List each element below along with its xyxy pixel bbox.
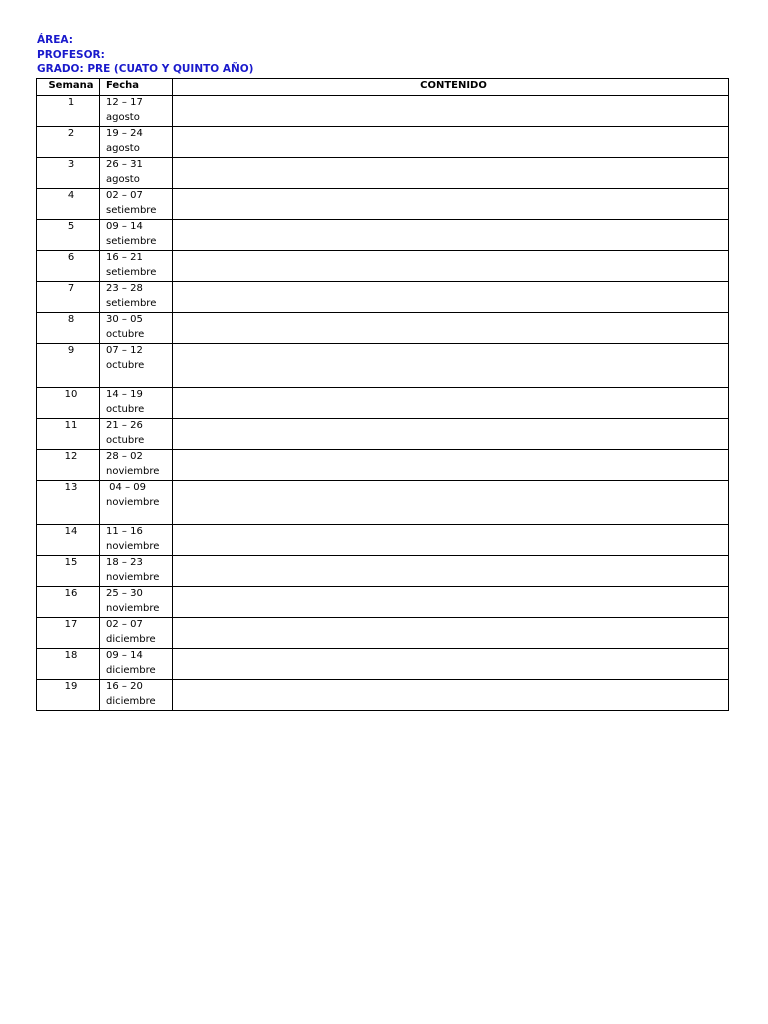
table-row	[37, 649, 729, 680]
fecha-cell	[100, 313, 173, 344]
semana-cell: 1	[37, 96, 100, 127]
table-row	[37, 481, 729, 525]
grado-label: GRADO: PRE (CUATO Y QUINTO AÑO)	[37, 63, 254, 75]
fecha-month: octubre	[106, 359, 145, 371]
contenido-cell[interactable]	[173, 525, 729, 556]
semana-cell: 6	[37, 251, 100, 282]
contenido-cell[interactable]	[173, 450, 729, 481]
lesson-plan-table	[36, 78, 729, 711]
contenido-cell[interactable]	[173, 313, 729, 344]
semana-cell: 5	[37, 220, 100, 251]
contenido-cell[interactable]	[173, 649, 729, 680]
column-header-contenido: CONTENIDO	[173, 79, 729, 96]
fecha-month: noviembre	[106, 496, 160, 508]
column-header-semana: Semana	[37, 79, 100, 96]
fecha-range: 07 – 12	[106, 345, 143, 356]
fecha-range: 28 – 02	[106, 451, 143, 462]
contenido-cell[interactable]	[173, 158, 729, 189]
table-row	[37, 344, 729, 388]
area-label: ÁREA:	[37, 34, 73, 46]
fecha-range: 21 – 26	[106, 420, 143, 431]
table-row	[37, 158, 729, 189]
table-row	[37, 189, 729, 220]
table-row	[37, 419, 729, 450]
table-row	[37, 282, 729, 313]
fecha-month: agosto	[106, 111, 140, 123]
semana-cell: 4	[37, 189, 100, 220]
fecha-range: 02 – 07	[106, 190, 143, 201]
contenido-cell[interactable]	[173, 481, 729, 525]
table-header-row	[37, 79, 729, 96]
fecha-range: 16 – 21	[106, 252, 143, 263]
fecha-month: agosto	[106, 142, 140, 154]
fecha-range: 18 – 23	[106, 557, 143, 568]
contenido-cell[interactable]	[173, 127, 729, 158]
fecha-month: octubre	[106, 434, 145, 446]
contenido-cell[interactable]	[173, 587, 729, 618]
semana-cell: 9	[37, 344, 100, 388]
semana-cell: 14	[37, 525, 100, 556]
fecha-range: 02 – 07	[106, 619, 143, 630]
contenido-cell[interactable]	[173, 96, 729, 127]
table-row	[37, 388, 729, 419]
fecha-cell	[100, 388, 173, 419]
fecha-cell	[100, 189, 173, 220]
fecha-cell	[100, 127, 173, 158]
table-row	[37, 127, 729, 158]
fecha-cell	[100, 419, 173, 450]
fecha-month: noviembre	[106, 602, 160, 614]
fecha-cell	[100, 618, 173, 649]
fecha-cell	[100, 649, 173, 680]
fecha-cell	[100, 680, 173, 711]
table-row	[37, 251, 729, 282]
fecha-month: noviembre	[106, 465, 160, 477]
semana-cell: 8	[37, 313, 100, 344]
table-row	[37, 680, 729, 711]
contenido-cell[interactable]	[173, 251, 729, 282]
fecha-month: noviembre	[106, 571, 160, 583]
semana-cell: 19	[37, 680, 100, 711]
fecha-range: 16 – 20	[106, 681, 143, 692]
contenido-cell[interactable]	[173, 282, 729, 313]
semana-cell: 15	[37, 556, 100, 587]
contenido-cell[interactable]	[173, 618, 729, 649]
fecha-range: 26 – 31	[106, 159, 143, 170]
semana-cell: 10	[37, 388, 100, 419]
fecha-cell	[100, 450, 173, 481]
fecha-cell	[100, 525, 173, 556]
fecha-range: 23 – 28	[106, 283, 143, 294]
fecha-range: 25 – 30	[106, 588, 143, 599]
fecha-month: octubre	[106, 403, 145, 415]
table-row	[37, 313, 729, 344]
semana-cell: 17	[37, 618, 100, 649]
semana-cell: 13	[37, 481, 100, 525]
contenido-cell[interactable]	[173, 220, 729, 251]
semana-cell: 2	[37, 127, 100, 158]
contenido-cell[interactable]	[173, 344, 729, 388]
fecha-cell	[100, 344, 173, 388]
fecha-range: 09 – 14	[106, 650, 143, 661]
table-row	[37, 450, 729, 481]
semana-cell: 18	[37, 649, 100, 680]
contenido-cell[interactable]	[173, 189, 729, 220]
fecha-month: setiembre	[106, 297, 157, 309]
fecha-range: 11 – 16	[106, 526, 143, 537]
document-header	[37, 33, 254, 77]
fecha-cell	[100, 220, 173, 251]
fecha-month: diciembre	[106, 633, 156, 645]
fecha-month: diciembre	[106, 664, 156, 676]
fecha-range: 09 – 14	[106, 221, 143, 232]
semana-cell: 16	[37, 587, 100, 618]
table-row	[37, 618, 729, 649]
fecha-range: 14 – 19	[106, 389, 143, 400]
fecha-range: 12 – 17	[106, 97, 143, 108]
profesor-label: PROFESOR:	[37, 48, 105, 61]
table-row	[37, 525, 729, 556]
column-header-fecha: Fecha	[100, 79, 173, 96]
fecha-cell	[100, 96, 173, 127]
contenido-cell[interactable]	[173, 388, 729, 419]
table-body	[37, 96, 729, 711]
contenido-cell[interactable]	[173, 680, 729, 711]
fecha-cell	[100, 587, 173, 618]
table-row	[37, 556, 729, 587]
semana-cell: 3	[37, 158, 100, 189]
fecha-month: diciembre	[106, 695, 156, 707]
fecha-cell	[100, 556, 173, 587]
fecha-month: octubre	[106, 328, 145, 340]
semana-cell: 12	[37, 450, 100, 481]
table-row	[37, 587, 729, 618]
table-row	[37, 220, 729, 251]
semana-cell: 11	[37, 419, 100, 450]
contenido-cell[interactable]	[173, 556, 729, 587]
fecha-month: agosto	[106, 173, 140, 185]
fecha-month: noviembre	[106, 540, 160, 552]
fecha-cell	[100, 158, 173, 189]
table-row	[37, 96, 729, 127]
fecha-cell	[100, 251, 173, 282]
fecha-cell	[100, 282, 173, 313]
fecha-month: setiembre	[106, 266, 157, 278]
fecha-month: setiembre	[106, 204, 157, 216]
fecha-cell	[100, 481, 173, 525]
fecha-range: 30 – 05	[106, 314, 143, 325]
fecha-month: setiembre	[106, 235, 157, 247]
fecha-range: 04 – 09	[106, 482, 146, 493]
fecha-range: 19 – 24	[106, 128, 143, 139]
semana-cell: 7	[37, 282, 100, 313]
contenido-cell[interactable]	[173, 419, 729, 450]
